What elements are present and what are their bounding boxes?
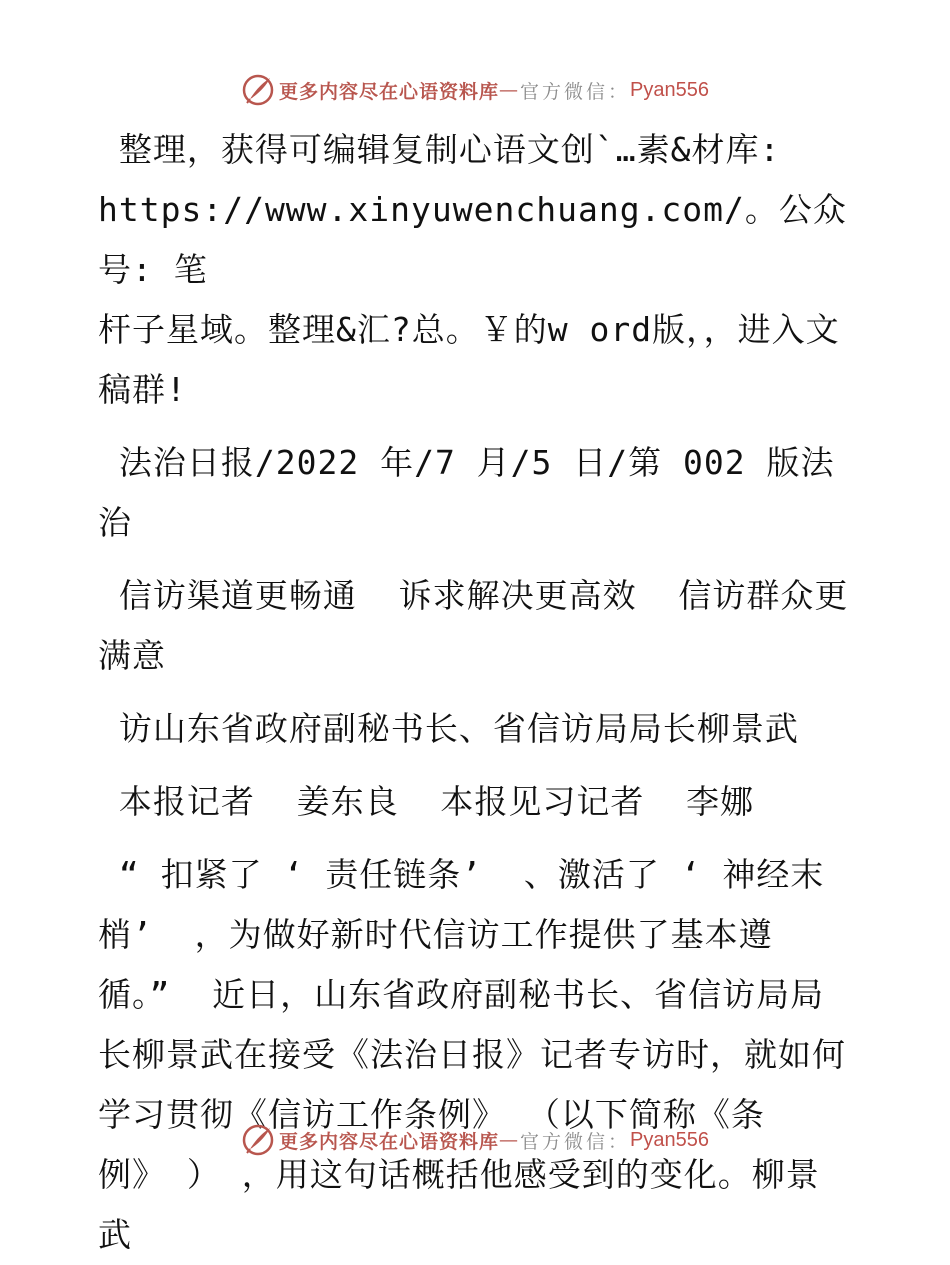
watermark-handle: Pyan556 [630, 78, 709, 101]
feather-pen-logo-icon [241, 1123, 275, 1157]
watermark-sub-text: 官方微信： [520, 80, 631, 103]
watermark-separator: — [499, 79, 519, 101]
footer-watermark [0, 1120, 950, 1160]
watermark-main-text: 更多内容尽在心语资料库 [279, 1130, 500, 1153]
watermark-main-text: 更多内容尽在心语资料库 [279, 80, 500, 103]
intro-paragraph: 整理，获得可编辑复制心语文创`…素&材库: https://www.xinyuwenchuang.com/。公众号: 笔 杆子星域。整理&汇?总。￥的w ord版，，进入文 稿群! [98, 130, 847, 409]
article-subtitle: 访山东省政府副秘书长、省信访局局长柳景武 [98, 709, 799, 748]
source-line: 法治日报/2022 年/7 月/5 日/第 002 版法治 [98, 443, 835, 542]
article-title: 信访渠道更畅通 诉求解决更高效 信访群众更 满意 [98, 576, 849, 675]
feather-pen-logo-icon [241, 73, 275, 107]
watermark-sub-text: 官方微信： [520, 1130, 631, 1153]
document-body [98, 120, 850, 1265]
watermark-handle: Pyan556 [630, 1128, 709, 1151]
body-paragraph: “ 扣紧了 ‘ 责任链条’ 、激活了 ‘ 神经末 梢’ ，为做好新时代信访工作提供了基本遵 循。” 近日，山东省政府副秘书长、省信访局局 长柳景武在接受《法治日报》记者专访时，就如何 学习贯彻《信访工作条例》 （以下简称《条 例》 ） ，用这句话概括他感受到的变化。柳景武 [98, 855, 846, 1254]
watermark-separator: — [499, 1129, 519, 1151]
byline: 本报记者 姜东良 本报见习记者 李娜 [98, 782, 755, 821]
header-watermark [0, 70, 950, 110]
